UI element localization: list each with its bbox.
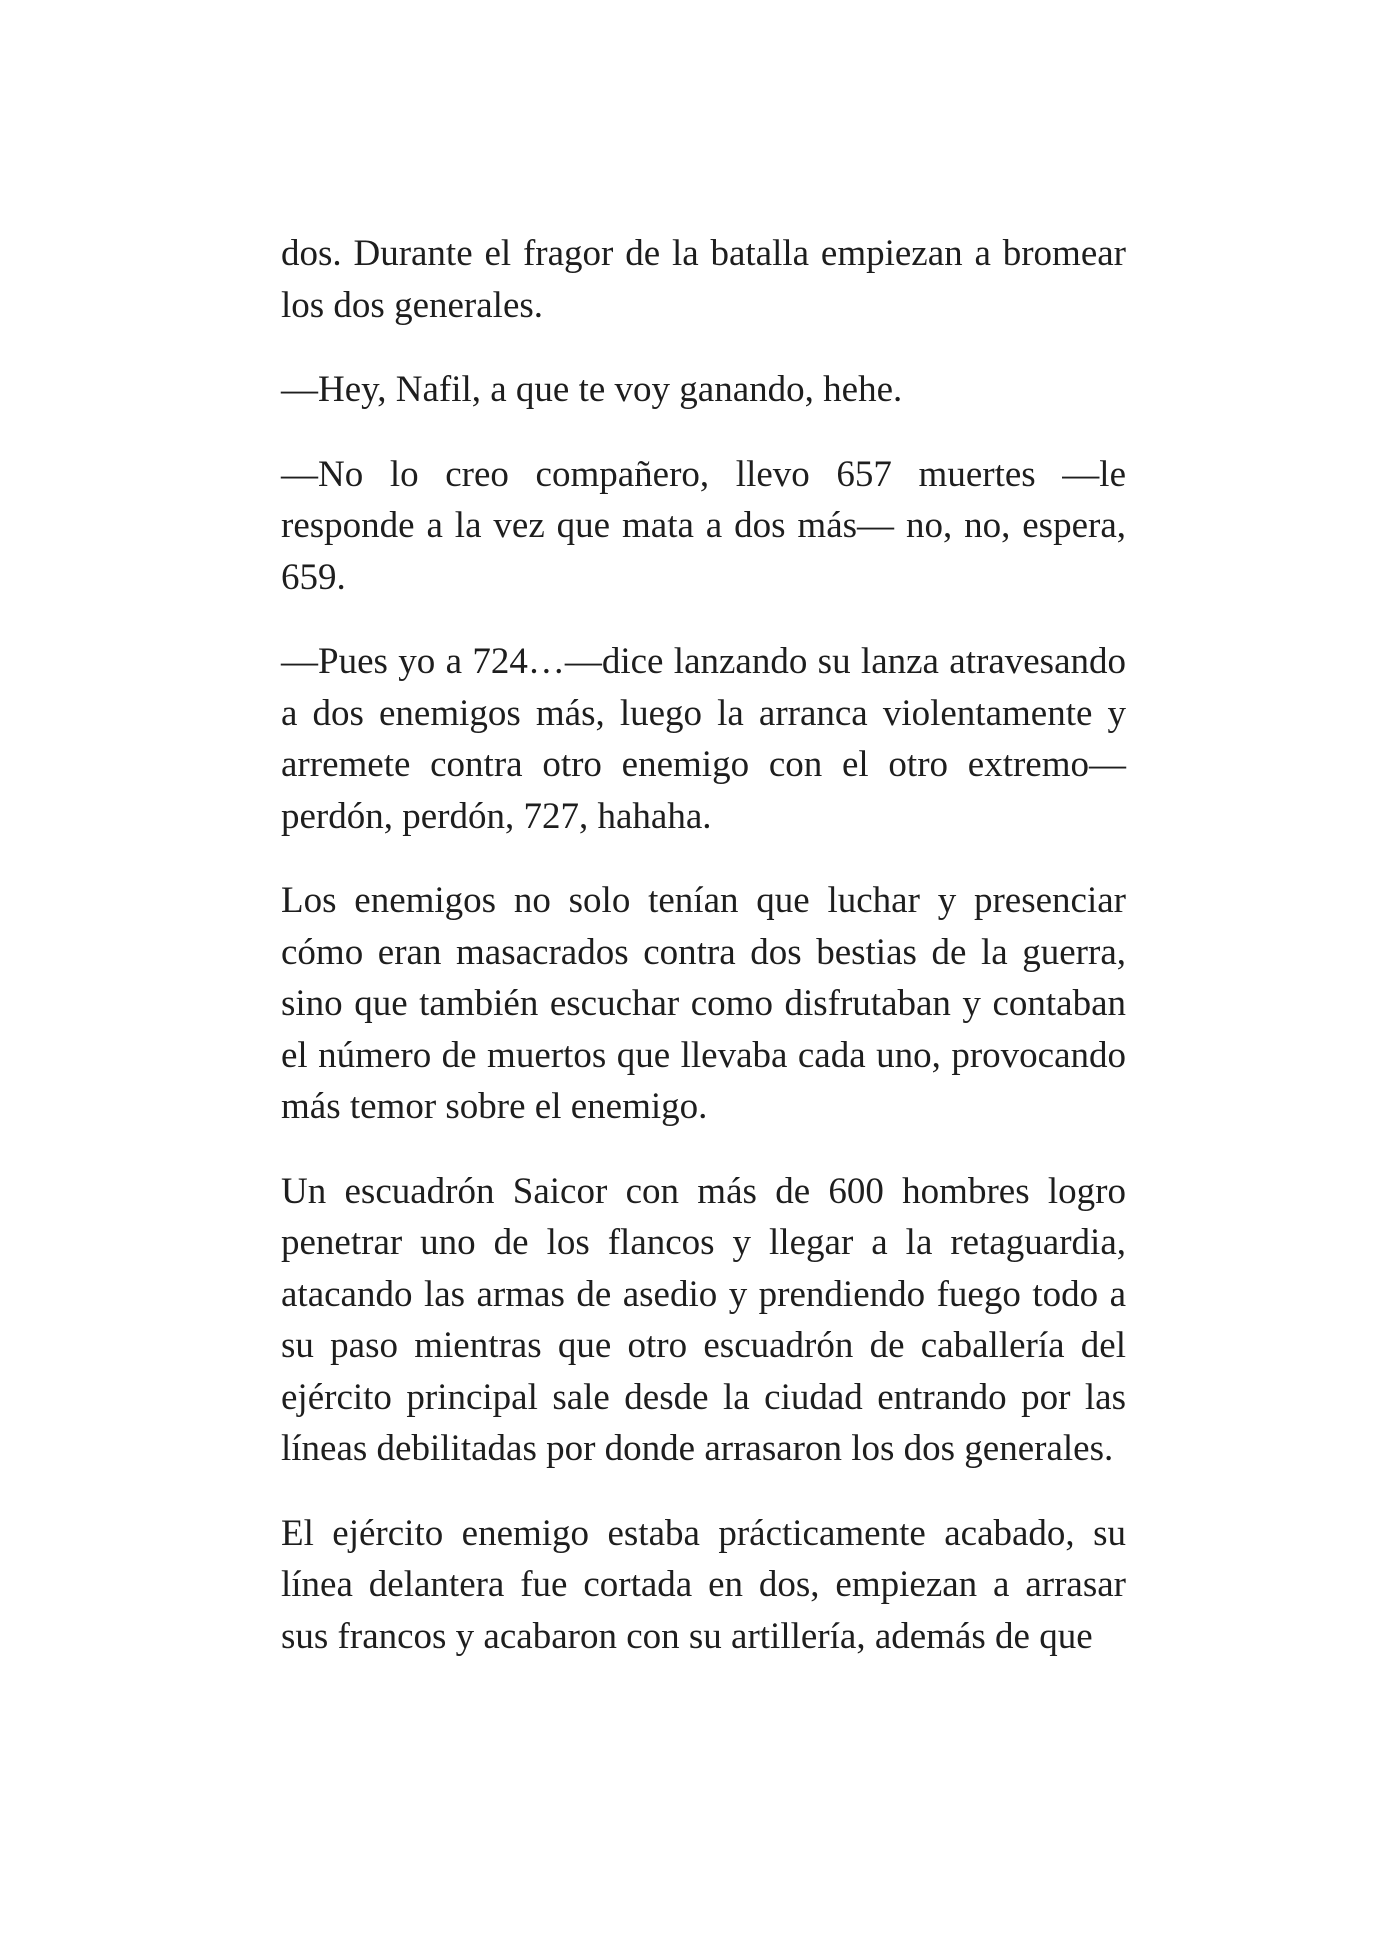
- paragraph-1: dos. Durante el fragor de la batalla empiezan a bromear los dos generales.: [281, 233, 1126, 326]
- paragraph-6: Un escuadrón Saicor con más de 600 hombres logro penetrar uno de los flancos y llegar a la retaguardia, atacando las armas de asedio y prendiendo fuego todo a su paso mientras que otro escuadrón de caballería del ejército principal sale desde la ciudad entrando por las líneas debilitadas por donde arrasaron los dos generales.: [281, 1170, 1126, 1469]
- dialogue-paragraph-3: —No lo creo compañero, llevo 657 muertes —le responde a la vez que mata a dos más— no, no, espera, 659.: [281, 453, 1126, 598]
- dialogue-paragraph-2: —Hey, Nafil, a que te voy ganando, hehe.: [281, 369, 903, 410]
- page-body-text: [281, 228, 1126, 1695]
- paragraph-5: Los enemigos no solo tenían que luchar y presenciar cómo eran masacrados contra dos bestias de la guerra, sino que también escuchar como disfrutaban y contaban el número de muertos que llevaba cada uno, provocando más temor sobre el enemigo.: [281, 880, 1126, 1127]
- dialogue-paragraph-4: —Pues yo a 724…—dice lanzando su lanza atravesando a dos enemigos más, luego la arranca violentamente y arremete contra otro enemigo con el otro extremo— perdón, perdón, 727, hahaha.: [281, 641, 1126, 837]
- paragraph-7: El ejército enemigo estaba prácticamente acabado, su línea delantera fue cortada en dos, empiezan a arrasar sus francos y acabaron con su artillería, además de que: [281, 1512, 1126, 1657]
